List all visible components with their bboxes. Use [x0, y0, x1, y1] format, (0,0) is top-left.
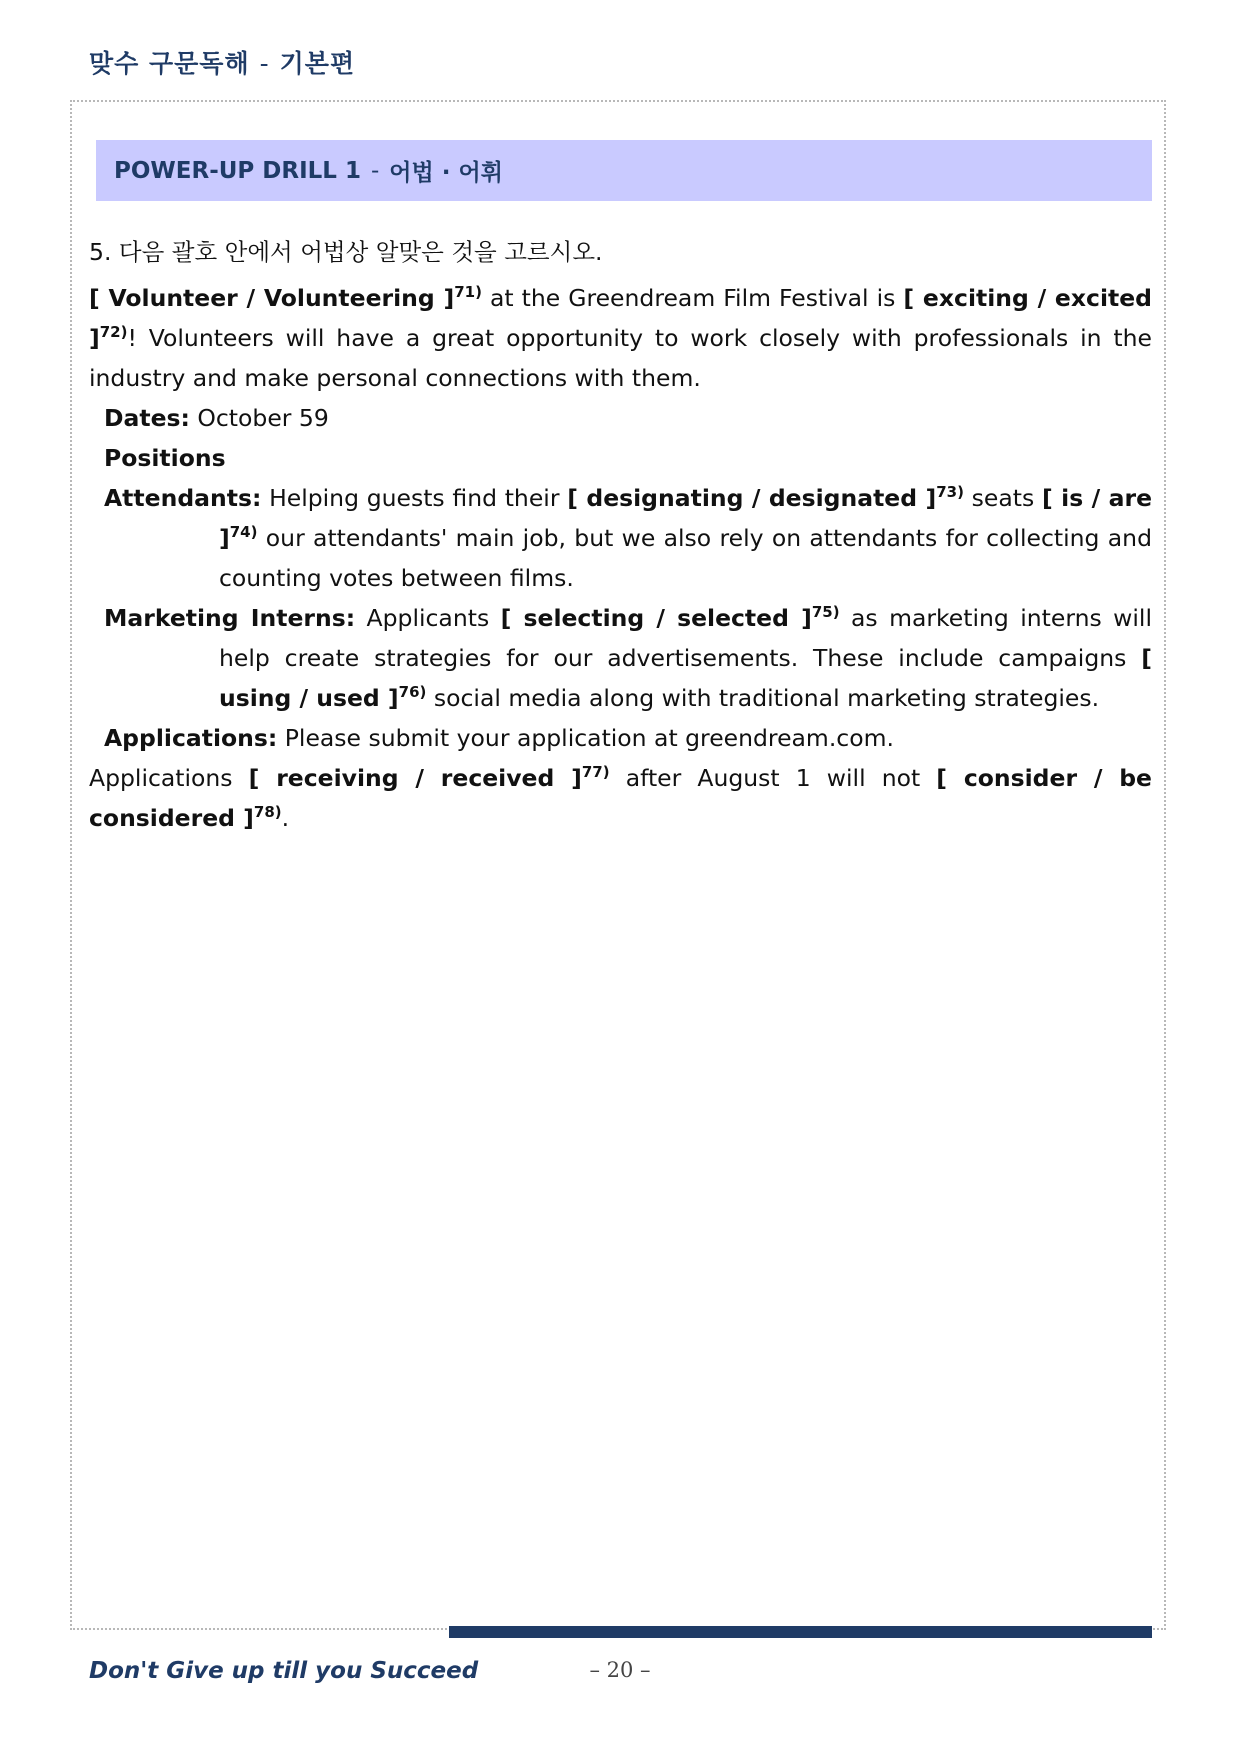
marketing-item	[104, 598, 1152, 718]
marketing-text-2: as marketing interns will help create strategies for our advertisements. These include campaigns	[219, 604, 1152, 672]
blank-number-73: 73)	[936, 483, 964, 501]
passage-intro	[89, 278, 1152, 398]
blank-number-75: 75)	[811, 603, 840, 621]
question-text: 5. 다음 괄호 안에서 어법상 알맞은 것을 고르시오.	[89, 238, 603, 266]
blank-number-78: 78)	[253, 803, 282, 821]
closing-text-2: after August 1 will not	[609, 764, 937, 792]
blank-number-76: 76)	[398, 683, 427, 701]
blank-number-74: 74)	[229, 523, 258, 541]
intro-text-2: ! Volunteers will have a great opportunity to work closely with professionals in the industry and make personal connections with them.	[89, 324, 1152, 392]
applications-line	[104, 718, 1152, 758]
drill-separator: -	[370, 157, 380, 184]
choice-77: [ receiving / received ]	[248, 764, 582, 792]
dates-line	[104, 398, 1152, 438]
dates-label: Dates:	[104, 404, 190, 432]
positions-label: Positions	[104, 444, 226, 472]
passage-closing	[89, 758, 1152, 838]
marketing-text-3: social media along with traditional marketing strategies.	[426, 684, 1100, 712]
marketing-text-1: Applicants	[355, 604, 501, 632]
closing-text-3: .	[281, 804, 290, 832]
choice-73: [ designating / designated ]	[567, 484, 937, 512]
applications-value: Please submit your application at greendream.com.	[277, 724, 894, 752]
footer-bar	[449, 1626, 1152, 1638]
choice-72: [ exciting / excited ]	[89, 284, 1152, 352]
drill-header	[96, 140, 1152, 201]
choice-76: [ using / used ]	[219, 644, 1152, 712]
choice-71: [ Volunteer / Volunteering ]	[89, 284, 455, 312]
positions-heading	[104, 438, 1152, 478]
drill-title: POWER-UP DRILL 1	[114, 157, 361, 184]
attendants-text-3: our attendants' main job, but we also rely on attendants for collecting and counting votes between films.	[219, 524, 1152, 592]
page-number: – 20 –	[589, 1658, 651, 1682]
closing-text-1: Applications	[89, 764, 249, 792]
choice-78: [ consider / be considered ]	[89, 764, 1152, 832]
edition-label: 기본편	[279, 49, 356, 78]
attendants-text-2: seats	[963, 484, 1042, 512]
running-header	[89, 44, 355, 80]
book-title: 맞수 구문독해	[89, 49, 250, 78]
intro-text-1: at the Greendream Film Festival is	[481, 284, 904, 312]
question-content	[89, 232, 1152, 838]
marketing-label: Marketing Interns:	[104, 604, 356, 632]
applications-label: Applications:	[104, 724, 278, 752]
attendants-item	[104, 478, 1152, 598]
blank-number-72: 72)	[99, 323, 128, 341]
attendants-label: Attendants:	[104, 484, 262, 512]
choice-74: [ is / are ]	[219, 484, 1153, 552]
attendants-text-1: Helping guests find their	[261, 484, 568, 512]
blank-number-71: 71)	[454, 283, 482, 301]
header-separator: -	[259, 49, 270, 78]
drill-topic: 어법 · 어휘	[389, 160, 503, 186]
footer-motto: Don't Give up till you Succeed	[89, 1658, 479, 1684]
blank-number-77: 77)	[581, 763, 610, 781]
dates-value: October 59	[189, 404, 329, 432]
choice-75: [ selecting / selected ]	[500, 604, 812, 632]
